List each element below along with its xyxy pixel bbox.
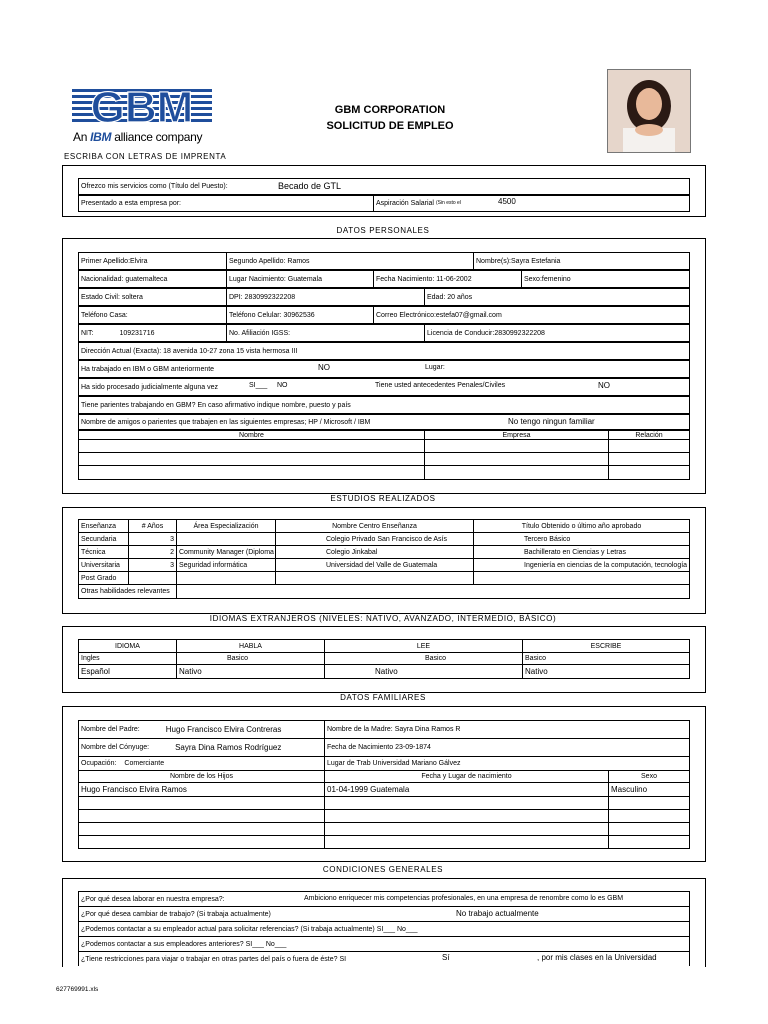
child-row-1-name[interactable]: Hugo Francisco Elvira Ramos [78,782,325,797]
child-row-5-sex[interactable] [608,835,690,849]
edu-row-4-level[interactable]: Post Grado [78,571,129,585]
offer-value[interactable]: Becado de GTL [278,181,342,191]
personal-title: DATOS PERSONALES [336,226,430,235]
child-row-5-name[interactable] [78,835,325,849]
lang-header-read: LEE [324,639,523,653]
children-header-birth: Fecha y Lugar de nacimiento [324,770,609,783]
applicant-photo [607,69,691,153]
processed-row: Ha sido procesado judicialmente alguna vez [78,378,690,396]
contact-current-field[interactable]: ¿Podemos contactar a su empleador actual para solicitar referencias? (Si trabaja actualmente) SI___ No___ [78,921,690,937]
lang-row-2-write[interactable]: Nativo [522,664,690,679]
friends-row-2-relation[interactable] [608,452,690,466]
mother-field[interactable]: Nombre de la Madre: Sayra Dina Ramos R [324,720,690,739]
email-field[interactable]: Correo Electrónico:estefa07@gmail.com [373,306,690,324]
lang-row-1-speak[interactable]: Basico [176,652,325,665]
nationality-field[interactable]: Nacionalidad: guatemalteca [78,270,227,288]
friends-row-3-company[interactable] [424,465,609,480]
edu-row-3-school[interactable]: Universidad del Valle de Guatemala [275,558,474,572]
child-row-1-sex[interactable]: Masculino [608,782,690,797]
gbm-logo-text: GBM [90,86,194,126]
child-row-2-sex[interactable] [608,796,690,810]
child-row-2-name[interactable] [78,796,325,810]
friends-row-2-company[interactable] [424,452,609,466]
child-row-3-sex[interactable] [608,809,690,823]
friends-row-3-relation[interactable] [608,465,690,480]
friends-header-company: Empresa [424,430,609,440]
igss-field[interactable]: No. Afiliación IGSS: [226,324,425,342]
friends-row-1-company[interactable] [424,439,609,453]
home-phone-field[interactable]: Teléfono Casa: [78,306,227,324]
edu-row-4-degree[interactable] [473,571,690,585]
friends-row-1-name[interactable] [78,439,425,453]
company-name: GBM CORPORATION [334,104,446,116]
processed-no[interactable]: NO [277,382,288,389]
first-surname-field[interactable]: Primer Apellido:Elvira [78,252,227,270]
other-skills-field[interactable] [176,584,690,599]
lang-header-speak: HABLA [176,639,325,653]
education-title: ESTUDIOS REALIZADOS [330,494,436,503]
child-row-3-birth[interactable] [324,809,609,823]
lang-row-2-read[interactable]: Nativo [324,664,523,679]
file-name: 627769991.xls [56,986,99,993]
travel-note[interactable]: , por mis clases en la Universidad [537,953,657,962]
age-field[interactable]: Edad: 20 años [424,288,690,306]
lang-header-language: IDIOMA [78,639,177,653]
change-value[interactable]: No trabajo actualmente [456,909,539,918]
relatives-field[interactable]: Tiene parientes trabajando en GBM? En caso afirmativo indique nombre, puesto y país [78,396,690,414]
lang-row-1-read[interactable]: Basico [324,652,523,665]
salary-field[interactable]: Aspiración Salarial (Sin esto el [373,195,690,212]
child-row-3-name[interactable] [78,809,325,823]
friends-row: Nombre de amigos o parientes que trabajen en las siguientes empresas; HP / Microsoft / IBM [78,414,690,430]
records-label: Tiene usted antecedentes Penales/Civiles [375,382,506,389]
edu-row-1-level[interactable]: Secundaria [78,532,129,546]
nit-field[interactable]: NIT: 109231716 [78,324,227,342]
edu-row-4-years[interactable] [128,571,177,585]
edu-row-2-school[interactable]: Colegio Jinkabal [275,545,474,559]
names-field[interactable]: Nombre(s):Sayra Estefania [473,252,690,270]
edu-row-1-school[interactable]: Colegio Privado San Francisco de Asís [275,532,474,546]
offer-row: Ofrezco mis servicios como (Título del Puesto): [78,178,690,195]
edu-header-area: Área Especialización [176,519,276,533]
form-title: SOLICITUD DE EMPLEO [326,120,454,132]
edu-row-3-degree[interactable]: Ingeniería en ciencias de la computación, tecnología [473,558,690,572]
edu-header-school: Nombre Centro Enseñanza [275,519,474,533]
edu-row-2-degree[interactable]: Bachillerato en Ciencias y Letras [473,545,690,559]
friends-header-relation: Relación [608,430,690,440]
why-row: ¿Por qué desea laborar en nuestra empresa?: [78,891,690,907]
lang-row-1-language[interactable]: Ingles [78,652,177,665]
address-field[interactable]: Dirección Actual (Exacta): 18 avenida 10-27 zona 15 vista hermosa III [78,342,690,360]
child-row-4-name[interactable] [78,822,325,836]
workplace-field[interactable]: Lugar de Trab Universidad Mariano Gálvez [324,756,690,771]
conditions-title: CONDICIONES GENERALES [322,865,444,874]
presented-by-field[interactable]: Presentado a esta empresa por: [78,195,374,212]
processed-si[interactable]: SI___ [249,382,268,389]
spouse-field[interactable]: Nombre del Cónyuge: Sayra Dina Ramos Rodríguez [78,738,325,757]
print-instruction: ESCRIBA CON LETRAS DE IMPRENTA [64,152,227,161]
salary-value[interactable]: 4500 [498,197,516,206]
children-header-name: Nombre de los Hijos [78,770,325,783]
gbm-logo [72,86,212,126]
place-label[interactable]: Lugar: [425,364,445,371]
edu-row-1-degree[interactable]: Tercero Básico [473,532,690,546]
lang-row-2-language[interactable]: Español [78,664,177,679]
edu-row-3-years[interactable]: 3 [128,558,177,572]
spouse-birth-field[interactable]: Fecha de Nacimiento 23-09-1874 [324,738,690,757]
travel-value[interactable]: Sí [442,953,450,962]
father-field[interactable]: Nombre del Padre: Hugo Francisco Elvira Contreras [78,720,325,739]
edu-row-1-area[interactable] [176,532,276,546]
friends-row-2-name[interactable] [78,452,425,466]
dpi-field[interactable]: DPI: 2830992322208 [226,288,425,306]
edu-row-1-years[interactable]: 3 [128,532,177,546]
edu-row-3-level[interactable]: Universitaria [78,558,129,572]
child-row-4-sex[interactable] [608,822,690,836]
other-skills-label: Otras habilidades relevantes [78,584,177,599]
languages-title: IDIOMAS EXTRANJEROS (NIVELES: NATIVO, AVANZADO, INTERMEDIO, BÁSICO) [209,614,557,623]
cell-phone-field[interactable]: Teléfono Celular: 30962536 [226,306,374,324]
child-row-4-birth[interactable] [324,822,609,836]
occupation-field[interactable]: Ocupación: Comerciante [78,756,325,771]
lang-header-write: ESCRIBE [522,639,690,653]
why-value[interactable]: Ambiciono enriquecer mis competencias profesionales, en una empresa de renombre como lo es GBM [304,895,624,902]
edu-header-level: Enseñanza [78,519,129,533]
civil-status-field[interactable]: Estado Civil: soltera [78,288,227,306]
child-row-2-birth[interactable] [324,796,609,810]
travel-row: ¿Tiene restricciones para viajar o trabajar en otras partes del país o fuera de éste? SI [78,951,690,966]
edu-row-3-area[interactable]: Seguridad informática [176,558,276,572]
lang-row-1-write[interactable]: Basico [522,652,690,665]
edu-row-2-area[interactable]: Community Manager (Diploma [176,545,276,559]
family-title: DATOS FAMILIARES [340,693,426,702]
change-row: ¿Por qué desea cambiar de trabajo? (Si trabaja actualmente) [78,906,690,922]
sex-field[interactable]: Sexo:femenino [521,270,690,288]
edu-row-4-school[interactable] [275,571,474,585]
child-row-5-birth[interactable] [324,835,609,849]
edu-row-2-level[interactable]: Técnica [78,545,129,559]
worked-before-value[interactable]: NO [318,363,330,372]
records-value[interactable]: NO [598,381,610,390]
license-field[interactable]: Licencia de Conducir:2830992322208 [424,324,690,342]
children-header-sex: Sexo [608,770,690,783]
friends-header-name: Nombre [78,430,425,440]
worked-before-row: Ha trabajado en IBM o GBM anteriormente [78,360,690,378]
lang-row-2-speak[interactable]: Nativo [176,664,325,679]
child-row-1-birth[interactable]: 01-04-1999 Guatemala [324,782,609,797]
contact-previous-field[interactable]: ¿Podemos contactar a sus empleadores anteriores? SI___ No___ [78,936,690,952]
second-surname-field[interactable]: Segundo Apellido: Ramos [226,252,474,270]
logo-tagline: An IBM alliance company [73,130,203,144]
edu-row-4-area[interactable] [176,571,276,585]
friends-value[interactable]: No tengo ningun familiar [508,417,595,426]
friends-row-3-name[interactable] [78,465,425,480]
friends-row-1-relation[interactable] [608,439,690,453]
birthplace-field[interactable]: Lugar Nacimiento: Guatemala [226,270,374,288]
birthdate-field[interactable]: Fecha Nacimiento: 11-06-2002 [373,270,522,288]
edu-row-2-years[interactable]: 2 [128,545,177,559]
edu-header-years: # Años [128,519,177,533]
edu-header-degree: Título Obtenido o último año aprobado [473,519,690,533]
